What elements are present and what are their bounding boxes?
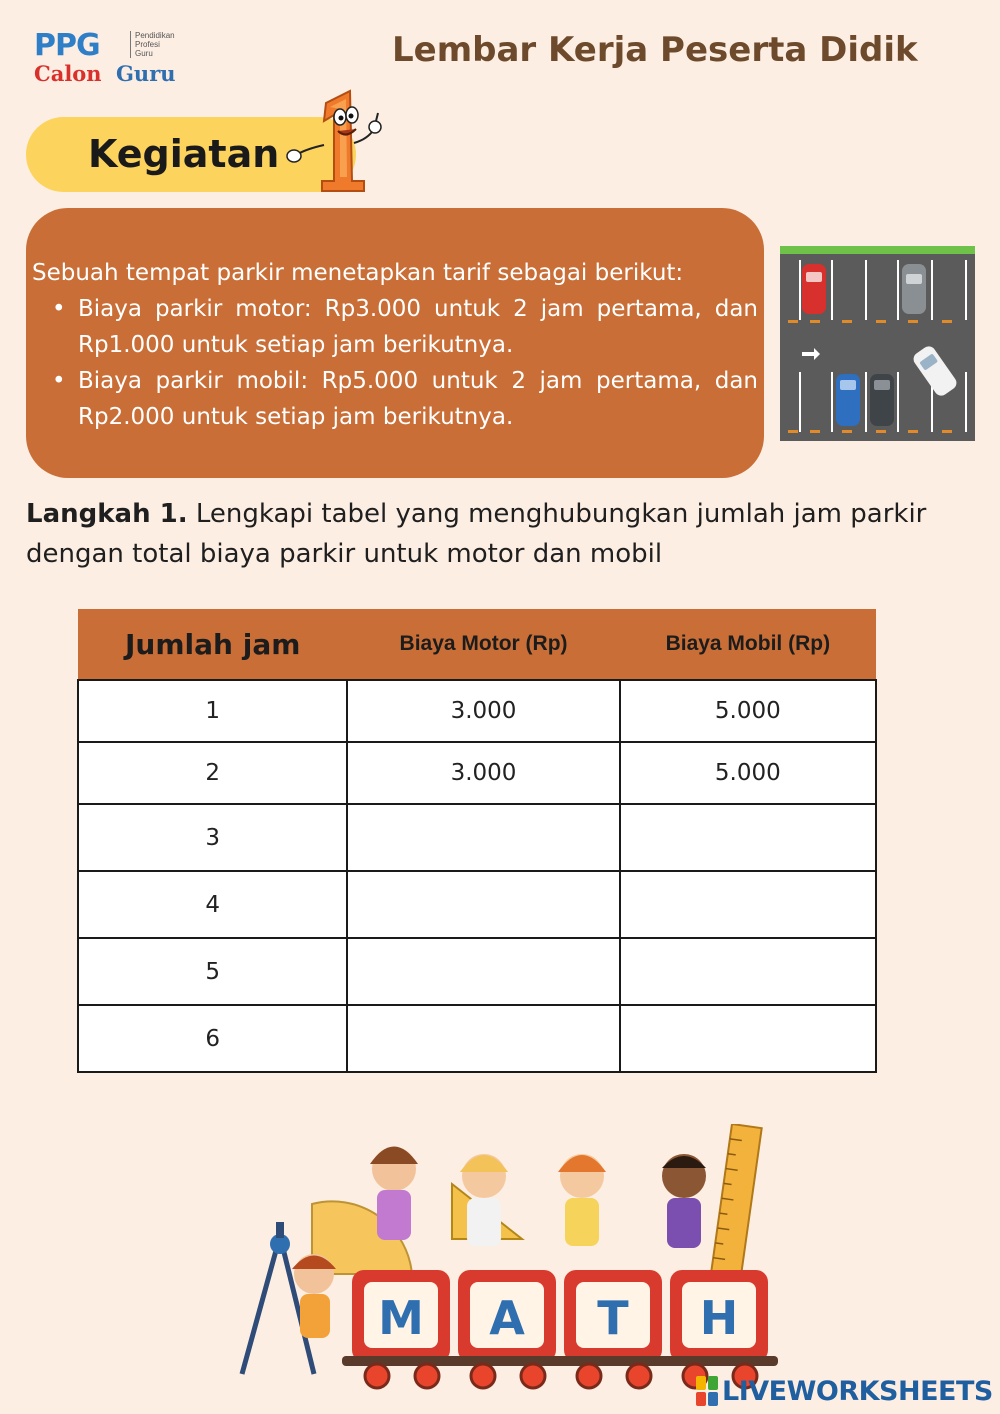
table-row: [78, 742, 876, 804]
step-label: Langkah 1.: [26, 499, 188, 529]
logo-subtitle: [130, 31, 175, 58]
cell-motor-fee: 3.000: [347, 742, 619, 804]
answer-motor-fee[interactable]: [347, 871, 619, 938]
table-row: [78, 1005, 876, 1072]
answer-car-fee[interactable]: [620, 804, 876, 871]
step-text: Lengkapi tabel yang menghubungkan jumlah jam parkir dengan total biaya parkir untuk motor dan mobil: [26, 499, 927, 569]
logo-sub-line: Guru: [135, 49, 153, 58]
ppg-logo: [34, 28, 194, 90]
table-header-row: [78, 609, 876, 680]
math-letter-h: H: [699, 1291, 739, 1345]
activity-label: Kegiatan: [88, 132, 280, 176]
table-row: [78, 804, 876, 871]
header-motor-fee: Biaya Motor (Rp): [347, 609, 619, 680]
table-row: [78, 938, 876, 1005]
answer-motor-fee[interactable]: [347, 938, 619, 1005]
tariff-car: • Biaya parkir mobil: Rp5.000 untuk 2 jam pertama, dan Rp2.000 untuk setiap jam berikutnya.: [52, 363, 758, 435]
header-hours: Jumlah jam: [78, 609, 347, 680]
liveworksheets-logo-icon: [696, 1376, 718, 1406]
logo-sub-line: Profesi: [135, 40, 160, 49]
math-train-illustration: [222, 1124, 782, 1414]
cell-hours: 4: [78, 871, 347, 938]
logo-guru-text: Guru: [116, 61, 176, 86]
cell-car-fee: 5.000: [620, 742, 876, 804]
tariff-list: [52, 291, 758, 435]
page-title: Lembar Kerja Peserta Didik: [392, 30, 918, 70]
info-intro: Sebuah tempat parkir menetapkan tarif sebagai berikut:: [32, 260, 684, 286]
liveworksheets-brand: LIVEWORKSHEETS: [722, 1375, 993, 1407]
answer-car-fee[interactable]: [620, 1005, 876, 1072]
answer-motor-fee[interactable]: [347, 804, 619, 871]
answer-car-fee[interactable]: [620, 938, 876, 1005]
cell-car-fee: 5.000: [620, 680, 876, 742]
logo-sub-line: Pendidikan: [135, 31, 175, 40]
tariff-motor: • Biaya parkir motor: Rp3.000 untuk 2 jam pertama, dan Rp1.000 untuk setiap jam berikutnya.: [52, 291, 758, 363]
math-letter-t: T: [597, 1291, 629, 1345]
answer-motor-fee[interactable]: [347, 1005, 619, 1072]
step-instruction: [26, 494, 976, 574]
parking-lot-illustration: [780, 246, 975, 441]
cell-hours: 3: [78, 804, 347, 871]
parking-fee-table: [77, 609, 877, 1073]
math-letter-a: A: [489, 1291, 525, 1345]
info-text: [32, 255, 758, 435]
cell-hours: 2: [78, 742, 347, 804]
cell-hours: 6: [78, 1005, 347, 1072]
table-row: [78, 680, 876, 742]
cell-motor-fee: 3.000: [347, 680, 619, 742]
table-row: [78, 871, 876, 938]
cell-hours: 5: [78, 938, 347, 1005]
answer-car-fee[interactable]: [620, 871, 876, 938]
liveworksheets-badge[interactable]: [696, 1374, 993, 1408]
logo-ppg-text: PPG: [34, 28, 100, 63]
logo-calon-text: Calon: [34, 61, 102, 86]
number-one-mascot-icon: [284, 85, 384, 195]
cell-hours: 1: [78, 680, 347, 742]
math-letter-m: M: [378, 1291, 424, 1345]
header-car-fee: Biaya Mobil (Rp): [620, 609, 876, 680]
